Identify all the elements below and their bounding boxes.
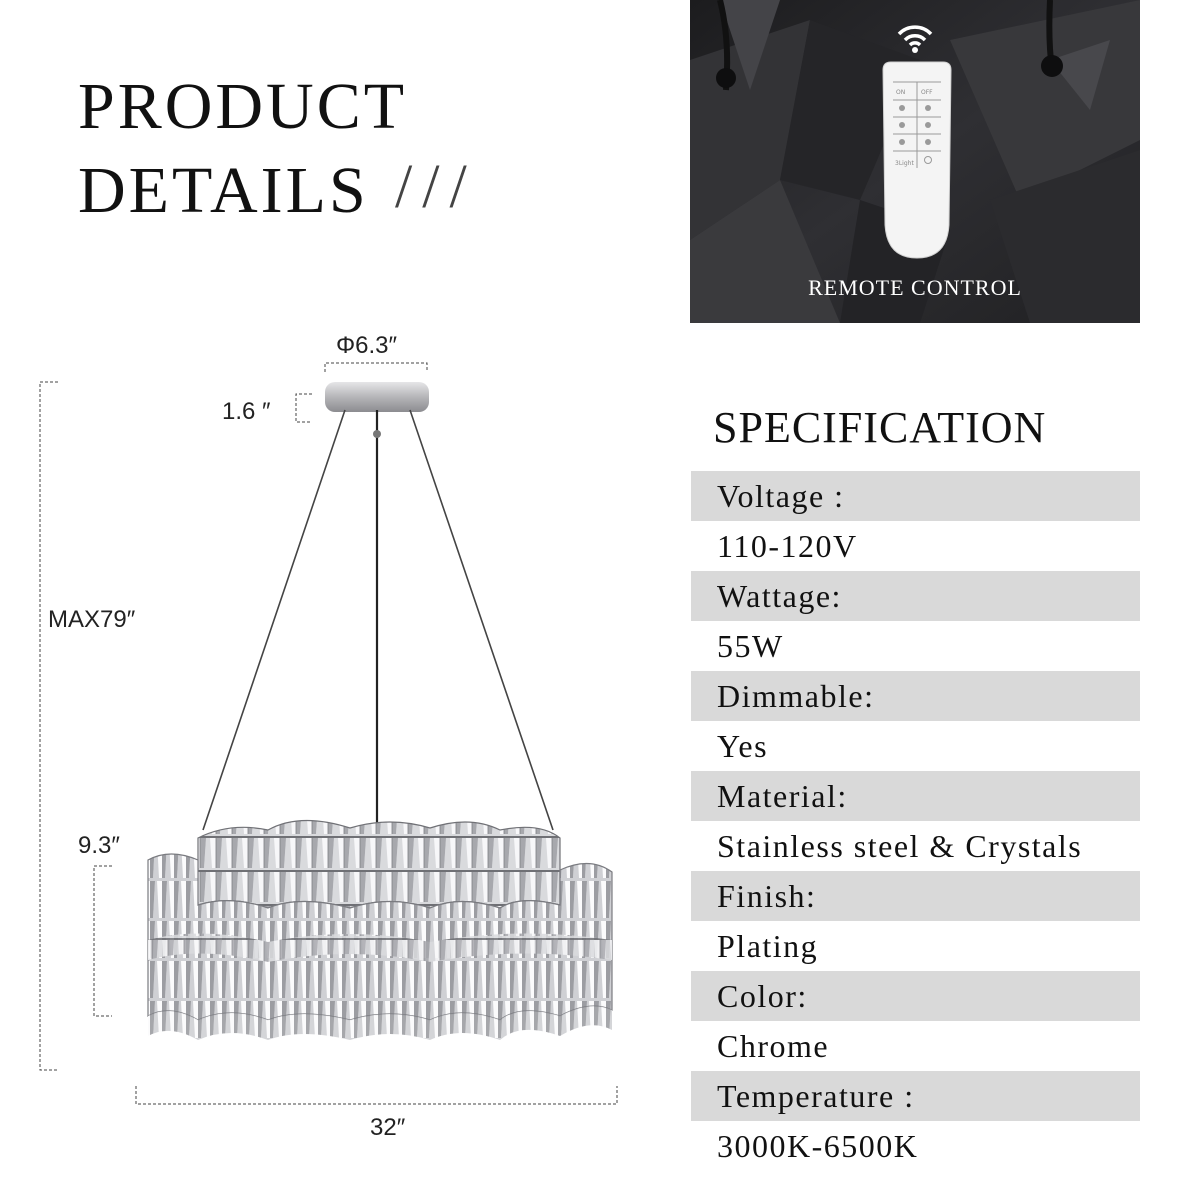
width-label: 32″ <box>370 1114 406 1141</box>
body-height-label: 9.3″ <box>78 832 120 859</box>
remote-control-icon <box>883 62 951 258</box>
spec-value-material: Stainless steel & Crystals <box>717 828 1083 864</box>
spec-label-finish: Finish: <box>691 871 1140 921</box>
canopy <box>325 382 429 412</box>
remote-control-panel <box>690 0 1140 323</box>
spec-value-dimmable: Yes <box>717 728 769 764</box>
remote-on-label: ON <box>896 89 906 96</box>
remote-3light-label: 3Light <box>895 160 914 167</box>
spec-label-color: Color: <box>691 971 1140 1021</box>
spec-value-finish: Plating <box>717 928 819 964</box>
spec-label-voltage: Voltage : <box>691 471 1140 521</box>
page-title-line2: DETAILS <box>78 154 369 227</box>
spec-value-temperature: 3000K-6500K <box>717 1128 919 1164</box>
spec-value-wattage: 55W <box>717 628 784 664</box>
canopy-height-label: 1.6 ″ <box>222 398 271 425</box>
remote-off-label: OFF <box>921 89 933 96</box>
spec-value-voltage: 110-120V <box>717 528 858 564</box>
spec-label-material: Material: <box>691 771 1140 821</box>
spec-label-wattage: Wattage: <box>691 571 1140 621</box>
canopy-diameter-label: Φ6.3″ <box>336 332 398 359</box>
max-height-label: MAX79″ <box>48 606 136 633</box>
crystal-tier-top <box>198 820 560 908</box>
remote-control-label: REMOTE CONTROL <box>808 275 1022 300</box>
spec-value-color: Chrome <box>717 1028 830 1064</box>
spec-label-temperature: Temperature : <box>691 1071 1140 1121</box>
specification-title: SPECIFICATION <box>713 403 1047 452</box>
decorative-slashes: /// <box>395 153 477 221</box>
page-title-line1: PRODUCT <box>78 70 408 143</box>
spec-label-dimmable: Dimmable: <box>691 671 1140 721</box>
chandelier-illustration <box>0 360 680 1190</box>
